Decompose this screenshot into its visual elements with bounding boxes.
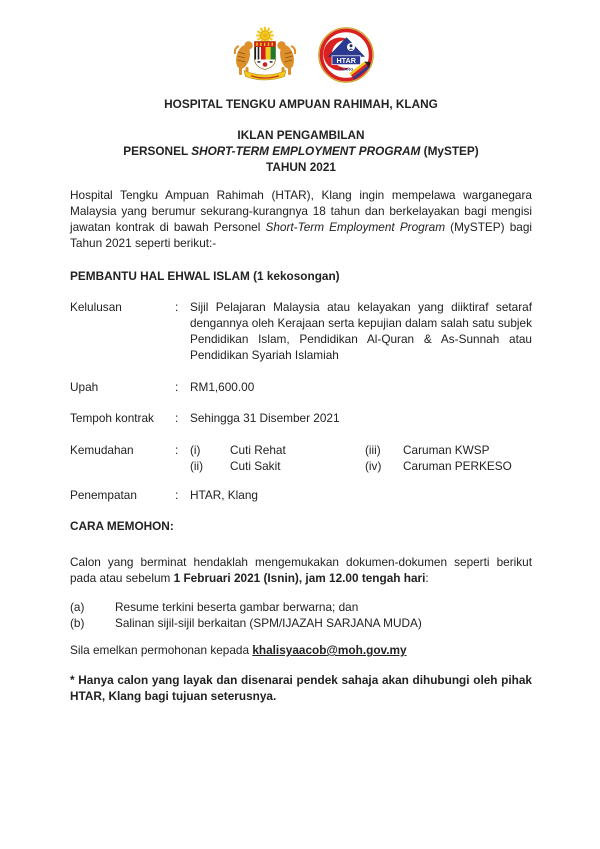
list-item-num: (b) [70, 616, 85, 630]
benefit-num: (i) [190, 443, 201, 457]
apply-deadline: 1 Februari 2021 (Isnin), jam 12.00 tengah hari [173, 571, 426, 585]
list-item [70, 599, 532, 615]
benefit-num: (ii) [190, 459, 204, 473]
shield [255, 42, 276, 70]
apply-paragraph [70, 554, 532, 586]
hospital-name: HOSPITAL TENGKU AMPUAN RAHIMAH, KLANG [164, 97, 438, 111]
footnote: * Hanya calon yang layak dan disenarai pendek sahaja akan dihubungi oleh pihak HTAR, Klang bagi tujuan seterusnya. [70, 673, 532, 703]
row-label: Kelulusan [70, 300, 122, 314]
row-label: Kemudahan [70, 443, 134, 457]
row-kelulusan [70, 299, 532, 363]
benefit-label: Caruman PERKESO [403, 459, 512, 473]
row-value: HTAR, Klang [190, 488, 258, 502]
row-value: RM1,600.00 [190, 380, 255, 394]
ad-title-line3: TAHUN 2021 [266, 160, 336, 174]
htar-logo-text: HTAR [336, 55, 356, 65]
row-label: Upah [70, 380, 99, 394]
row-penempatan [70, 487, 532, 503]
list-item-text: Salinan sijil-sijil berkaitan (SPM/IJAZAH SARJANA MUDA) [115, 616, 422, 630]
ad-line2-program-name: SHORT-TERM EMPLOYMENT PROGRAM [191, 144, 421, 158]
ad-title-block [70, 127, 532, 175]
apply-para-suffix: : [425, 571, 429, 585]
htar-klang-logo-icon [317, 26, 375, 84]
email-prefix: Sila emelkan permohonan kepada [70, 643, 253, 657]
list-item-text: Resume terkini beserta gambar berwarna; dan [115, 600, 359, 614]
position-heading: PEMBANTU HAL EHWAL ISLAM (1 kekosongan) [70, 269, 340, 283]
benefit-label: Caruman KWSP [403, 443, 490, 457]
row-kemudahan [70, 442, 532, 474]
ad-line2-suffix: (MySTEP) [420, 144, 479, 158]
row-colon: : [175, 488, 179, 502]
row-value: Sehingga 31 Disember 2021 [190, 411, 340, 425]
apply-para-text: Calon yang berminat hendaklah mengemukakan dokumen-dokumen seperti berikut pada atau sebelum [70, 555, 532, 585]
malaysia-coat-of-arms-icon [227, 26, 303, 84]
benefit-label: Cuti Rehat [230, 443, 286, 457]
benefit-num: (iii) [365, 443, 381, 457]
ad-title-line2 [70, 143, 532, 159]
row-colon: : [175, 443, 179, 457]
email-link[interactable]: khalisyaacob@moh.gov.my [252, 643, 407, 657]
header-logos [70, 26, 532, 84]
list-item-num: (a) [70, 600, 85, 614]
row-colon: : [175, 300, 179, 314]
intro-part1: Hospital Tengku Ampuan Rahimah (HTAR), Klang ingin mempelawa warganegara Malaysia yang berumur sekurang-kurangnya 18 tahun dan berkelayakan bagi mengisi jawatan kontrak di bawah Personel [70, 188, 532, 234]
benefit-num: (iv) [365, 459, 382, 473]
row-label: Tempoh kontrak [70, 411, 154, 425]
row-upah [70, 379, 532, 395]
tiger-right [277, 41, 296, 75]
ad-line2-prefix: PERSONEL [123, 144, 192, 158]
row-colon: : [175, 411, 179, 425]
intro-part2: (MySTEP) bagi Tahun 2021 seperti berikut:- [70, 220, 532, 250]
benefit-label: Cuti Sakit [230, 459, 281, 473]
row-label: Penempatan [70, 488, 137, 502]
row-colon: : [175, 380, 179, 394]
document-list [70, 599, 532, 631]
row-tempoh-kontrak [70, 410, 532, 426]
email-line [70, 642, 532, 658]
ad-title-line1: IKLAN PENGAMBILAN [237, 128, 365, 142]
htar-logo-subtext: KLANG [339, 66, 354, 72]
row-value: Sijil Pelajaran Malaysia atau kelayakan yang diiktiraf setaraf dengannya oleh Kerajaan serta kepujian dalam salah satu subjek Pendidikan Islam, Pendidikan Al-Quran & As-Sunnah atau Pendidikan Syariah Islamiah [190, 300, 532, 362]
list-item [70, 615, 532, 631]
benefits-grid [190, 442, 532, 474]
apply-heading: CARA MEMOHON: [70, 519, 174, 533]
tiger-left [234, 41, 253, 75]
intro-program-name: Short-Term Employment Program [265, 220, 446, 234]
motto-banner [244, 71, 286, 81]
intro-paragraph [70, 187, 532, 251]
